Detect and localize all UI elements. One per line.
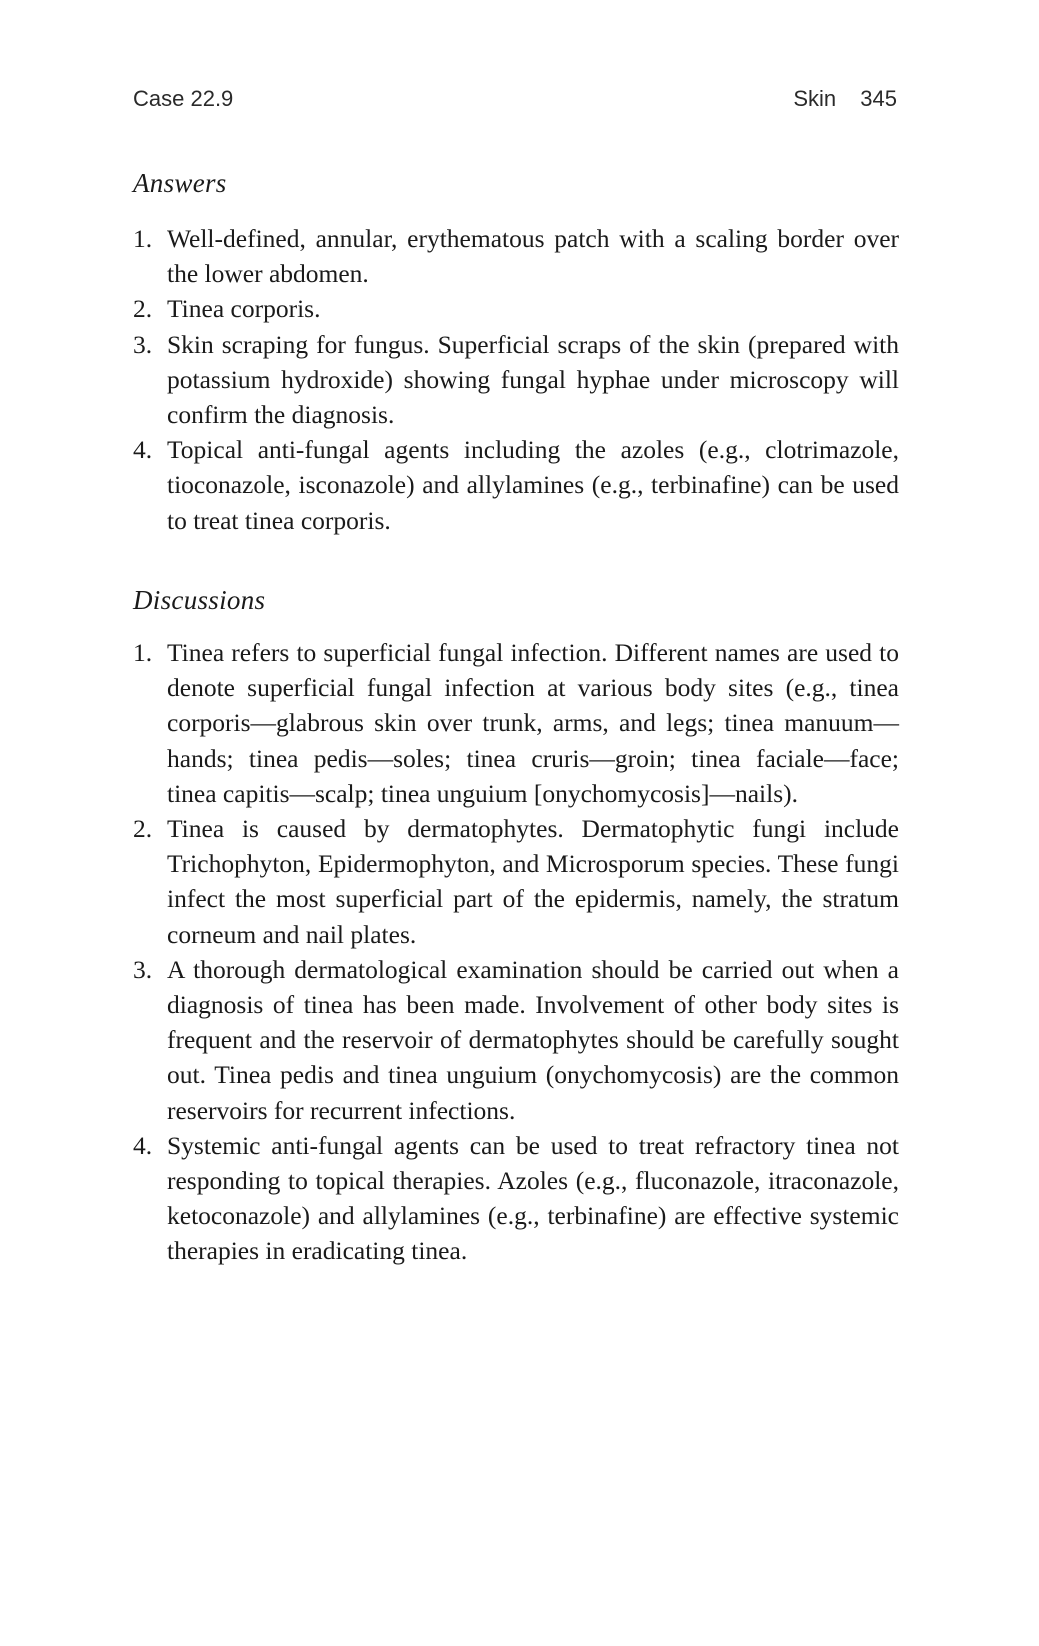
item-number: 1. bbox=[133, 224, 153, 253]
answer-item bbox=[133, 432, 899, 538]
item-number: 3. bbox=[133, 954, 153, 984]
answers-section bbox=[133, 168, 899, 538]
item-text: Well-defined, annular, erythematous patch with a scaling border over the lower abdomen. bbox=[167, 224, 899, 289]
discussions-list bbox=[133, 635, 899, 1269]
item-number: 4. bbox=[133, 1130, 153, 1160]
answer-item bbox=[133, 221, 899, 291]
discussion-item bbox=[133, 952, 899, 1128]
item-number: 3. bbox=[133, 329, 153, 359]
item-text: Tinea is caused by dermatophytes. Dermatophytic fungi include Trichophyton, Epidermophyton, and Microsporum species. These fungi infect the most superficial part of the epidermis, namely, the stratum corneum and nail plates. bbox=[167, 814, 899, 949]
item-text: Tinea refers to superficial fungal infection. Different names are used to denote superficial fungal infection at various body sites (e.g., tinea corporis—glabrous skin over trunk, arms, and legs; tinea manuum—hands; tinea pedis—soles; tinea cruris—groin; tinea faciale—face; tinea capitis—scalp; tinea unguium [onychomycosis]—nails). bbox=[167, 638, 899, 808]
item-text: A thorough dermatological examination should be carried out when a diagnosis of tinea has been made. Involvement of other body sites is frequent and the reservoir of dermatophytes should be carefully sought out. Tinea pedis and tinea unguium (onychomycosis) are the common reservoirs for recurrent infections. bbox=[167, 954, 899, 1125]
item-text: Skin scraping for fungus. Superficial scraps of the skin (prepared with potassium hydroxide) showing fungal hyphae under microscopy will confirm the diagnosis. bbox=[167, 329, 899, 430]
item-text: Topical anti-fungal agents including the azoles (e.g., clotrimazole, tioconazole, isconazole) and allylamines (e.g., terbinafine) can be used to treat tinea corporis. bbox=[167, 435, 899, 535]
item-number: 1. bbox=[133, 638, 153, 667]
running-head-right bbox=[793, 86, 897, 112]
item-text: Tinea corporis. bbox=[167, 294, 321, 324]
item-text: Systemic anti-fungal agents can be used to treat refractory tinea not responding to topical therapies. Azoles (e.g., fluconazole, itraconazole, ketoconazole) and allylamines (e.g., terbinafine) are effective systemic therapies in eradicating tinea. bbox=[167, 1130, 899, 1266]
discussion-item bbox=[133, 811, 899, 952]
discussion-item bbox=[133, 1128, 899, 1269]
answers-list bbox=[133, 221, 899, 538]
item-number: 2. bbox=[133, 294, 153, 324]
running-head bbox=[133, 86, 897, 120]
discussions-section bbox=[133, 585, 899, 1269]
item-number: 2. bbox=[133, 814, 153, 844]
page-number: 345 bbox=[860, 86, 897, 111]
case-label: Case 22.9 bbox=[133, 86, 234, 111]
item-number: 4. bbox=[133, 435, 153, 465]
discussion-item bbox=[133, 635, 899, 811]
discussions-heading: Discussions bbox=[133, 585, 266, 615]
section-label: Skin bbox=[793, 86, 837, 111]
answer-item bbox=[133, 327, 899, 433]
answers-heading: Answers bbox=[133, 168, 227, 198]
answer-item bbox=[133, 291, 899, 326]
